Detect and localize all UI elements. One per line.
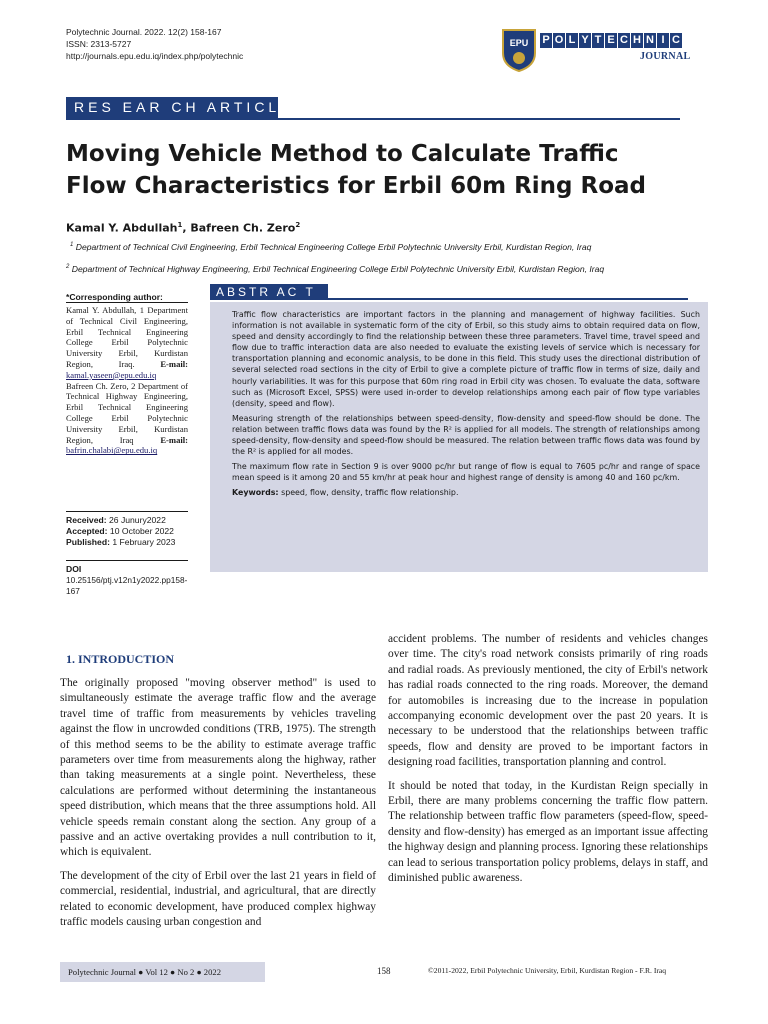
wordmark-letter: C (670, 33, 682, 48)
epu-shield-logo (500, 27, 538, 73)
wordmark-letter: H (631, 33, 643, 48)
abstract-text (232, 309, 700, 503)
journal-issn: ISSN: 2313-5727 (66, 39, 132, 49)
page-number: 158 (377, 966, 391, 976)
abstract-heading: ABSTR AC T (210, 284, 328, 300)
email-label-1: E-mail: (160, 358, 188, 369)
keywords-line (232, 487, 700, 498)
title-line-1: Moving Vehicle Method to Calculate Traffic (66, 141, 619, 167)
shield-text: EPU (509, 38, 529, 48)
abstract-rule (328, 298, 688, 300)
title-line-2: Flow Characteristics for Erbil 60m Ring Road (66, 173, 647, 199)
wordmark-letter: P (540, 33, 552, 48)
dates-rule (66, 511, 188, 512)
polytechnic-wordmark (540, 33, 682, 48)
author-1: Kamal Y. Abdullah (66, 221, 178, 235)
doi-rule (66, 560, 188, 561)
affiliation-2 (66, 264, 604, 274)
author-separator: , (182, 221, 191, 235)
article-type-banner: RES EAR CH ARTICLE (66, 97, 278, 118)
journal-meta (66, 26, 243, 62)
doi-value[interactable]: 10.25156/ptj.v12n1y2022.pp158-167 (66, 575, 188, 596)
corresponding-author-2: Bafreen Ch. Zero, 2 Department of Technical Highway Engineering, Erbil Technical Engineering College Erbil Polytechnic University Erbil, Kurdistan Region, Iraq (66, 380, 188, 445)
abstract-paragraph-2: Measuring strength of the relationships between speed-density, flow-density and speed-flow should be done. The relation between traffic flows data was found by the R² is applied for all models. The strength of relationships among speed-density, flow-density and speed-flow should be measured. The relation between traffic flows data was found by the R² is applied for all modes. (232, 413, 700, 457)
affiliation-1-text: Department of Technical Civil Engineering, Erbil Technical Engineering College Erbil Polytechnic University Erbil, Kurdistan Region, Iraq (75, 242, 592, 252)
wordmark-letter: N (644, 33, 656, 48)
footer-copyright: ©2011-2022, Erbil Polytechnic University, Erbil, Kurdistan Region - F.R. Iraq (428, 966, 667, 975)
email-link-1[interactable]: kamal.yaseen@epu.edu.iq (66, 369, 157, 380)
wordmark-letter: E (605, 33, 617, 48)
keywords-list: speed, flow, density, traffic flow relationship. (278, 488, 459, 498)
published-date: Published: 1 February 2023 (66, 537, 176, 547)
accepted-date: Accepted: 10 October 2022 (66, 526, 174, 536)
corresponding-rule (66, 302, 188, 303)
wordmark-letter: I (657, 33, 669, 48)
body-column-left (60, 676, 376, 939)
email-link-2[interactable]: bafrin.chalabi@epu.edu.iq (66, 445, 158, 456)
email-label-2: E-mail: (160, 434, 188, 445)
body-paragraph: The originally proposed "moving observer method" is used to simultaneously estimate the average traffic flow and the average travel time of traffic from measurements by vehicles traveling against the flow in uncrowded conditions (TRB, 1975). The strength of this method seems to be the ability to estimate average traffic parameters over time from measurements along the highway, rather than taking measurements at a single point. Nevertheless, these calculations are performed without determining the instantaneous speed distribution, which means that the three assumptions hold. All vehicle speeds remain constant along the section. Any group of a passive and an active overtaking provides a null contribution to it, which is equivalent. (60, 677, 376, 859)
paper-title (66, 138, 706, 202)
section-heading-introduction: 1. INTRODUCTION (66, 652, 175, 666)
affiliation-2-text: Department of Technical Highway Engineering, Erbil Technical Engineering College Erbil Polytechnic University Erbil, Kurdistan Region, Iraq (71, 264, 605, 274)
footer-journal-info: Polytechnic Journal ● Vol 12 ● No 2 ● 2022 (60, 962, 265, 982)
author-1-sup: 1 (177, 221, 183, 229)
article-type-rule (66, 118, 680, 120)
keywords-label: Keywords: (232, 488, 279, 498)
abstract-paragraph-1: Traffic flow characteristics are important factors in the planning and management of highway facilities. Such information is not available in systematic form of the city of Erbil, so this study aims to obtain required data on flow, speed and density accordingly to find the relationship between these three parameters. Travel time, travel speed and flow due to traffic interaction data are also needed to evaluate the existing levels of service which is necessary for transportation planning and economic analysis, to be done in this field. This study uses the directional distribution of several selected road sections in the city of Erbil to give a complete picture of traffic flow in terms of size, daily and hourly variabilities. It was for this purpose that 60m ring road in Erbil city was chosen. To evaluate the data, software such as (Microsoft Excel, SPSS) were used in-order to develop relationships among each pair of flow type variables (density, speed and flow). (232, 310, 700, 408)
wordmark-letter: L (566, 33, 578, 48)
abstract-paragraph-3: The maximum flow rate in Section 9 is over 9000 pc/hr but range of flow is equal to 7605 pc/hr and range of space mean speed is it among 20 and 55 km/hr at peak hour and highest range of density is among 40 and 160 pc/km. (232, 462, 700, 483)
author-list (66, 221, 300, 235)
affiliation-2-sup: 2 (66, 264, 70, 271)
corresponding-author-1: Kamal Y. Abdullah, 1 Department of Technical Civil Engineering, Erbil Technical Engineering College Erbil Polytechnic University Erbil, Kurdistan Region, Iraq. (66, 305, 188, 369)
wordmark-letter: T (592, 33, 604, 48)
body-paragraph: The development of the city of Erbil over the last 21 years in field of commercial, residential, industrial, and agricultural, that are directly related to economic development, have produced complex highway traffic models causing urban congestion and (60, 869, 376, 929)
doi-label: DOI (66, 564, 82, 574)
body-column-right (388, 632, 708, 895)
corresponding-heading: *Corresponding author: (66, 292, 163, 302)
wordmark-letter: O (554, 34, 564, 46)
author-2-sup: 2 (295, 221, 301, 229)
affiliation-1-sup: 1 (70, 242, 74, 249)
article-dates (66, 515, 196, 548)
received-date: Received: 26 Junury2022 (66, 515, 166, 525)
logo-journal-label: JOURNAL (640, 51, 691, 62)
author-2: Bafreen Ch. Zero (190, 221, 296, 235)
journal-url[interactable]: http://journals.epu.edu.iq/index.php/polytechnic (66, 51, 244, 61)
affiliation-1 (70, 242, 591, 252)
corresponding-details (66, 305, 188, 456)
wordmark-letter: C (618, 33, 630, 48)
body-paragraph: accident problems. The number of residents and vehicles changes over time. The city's road network consists primarily of ring roads and radial roads. As previously mentioned, the city of Erbil's network has radial roads connected to the ring roads. Moreover, the demand for automobiles is increasing due to the increase in population accompanying economic development over the past 20 years. It is necessary to be understood that the relationships between traffic speeds, flow and density are proved to be important factors in designing road facilities, transportation planning and control. (388, 633, 708, 769)
journal-citation: Polytechnic Journal. 2022. 12(2) 158-167 (66, 27, 222, 37)
wordmark-letter: Y (579, 33, 591, 48)
body-paragraph: It should be noted that today, in the Kurdistan Reign specially in Erbil, there are many problems concerning the traffic flow pattern. The relationship between traffic flow parameters (speed-flow, speed-density and flow-density) has emerged as an important issue affecting the highway design and planning process. Ignoring these relationships can lead to serious transportation policy problems, delays in staff, and diminished public awareness. (388, 779, 708, 885)
